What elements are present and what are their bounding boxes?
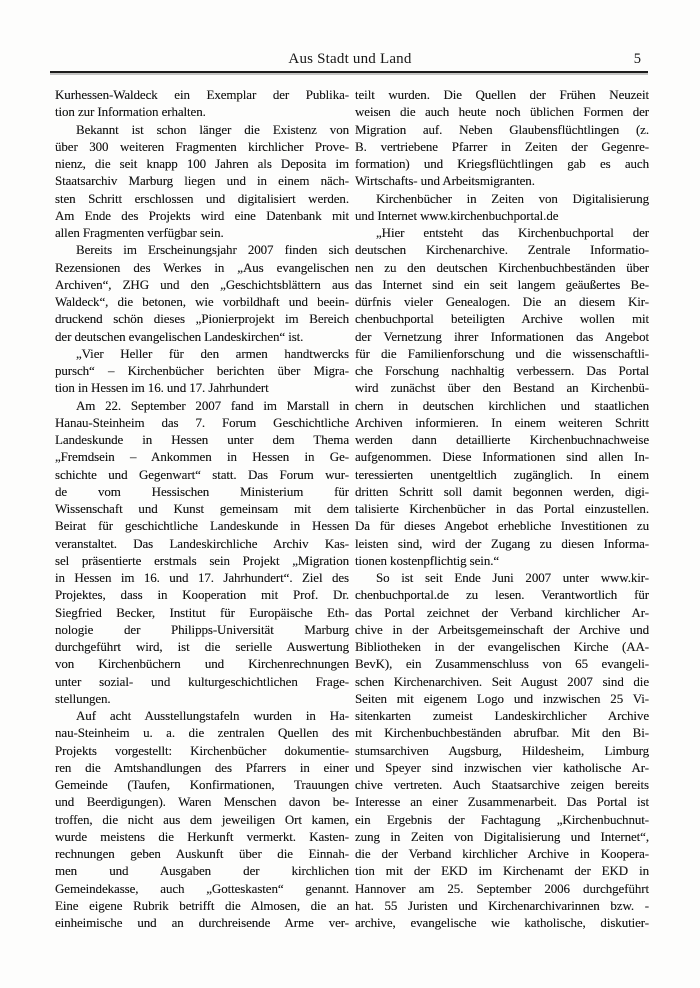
text-line: allen Fragmenten verfügbar sein. (55, 225, 224, 240)
page-number: 5 (633, 51, 641, 67)
text-line: „Vier Heller für den armen handtwercks (76, 345, 349, 361)
text-line: werden dann detaillierte Kirchenbuchnachweise (355, 432, 649, 447)
text-line: Seiten mit eigenem Logo und inzwischen 25 Vi- (355, 690, 649, 706)
text-line: chive in der Arbeitsgemeinschaft der Archive und (355, 621, 649, 637)
text-line: Staatsarchiv Marburg liegen und in einem näch- (55, 173, 349, 189)
text-line: tion in Hessen im 16. und 17. Jahrhundert (55, 380, 269, 396)
text-line: Eine eigene Rubrik betrifft die Almosen, die an (55, 897, 349, 913)
text-line: leisten sind, wird der Zugang zu diesen Informa- (355, 535, 649, 551)
header-rule (50, 71, 648, 73)
text-line: „Fremdsein – Ankommen in Hessen in Ge- (55, 449, 349, 465)
text-line: Gemeinde (Taufen, Konfirmationen, Trauungen (55, 777, 349, 792)
text-line: stellungen. (55, 690, 111, 706)
text-line: Bereits im Erscheinungsjahr 2007 finden sich (76, 242, 349, 258)
text-line: Siegfried Becker, Institut für Europäische Eth- (55, 604, 349, 620)
text-line: teilt wurden. Die Quellen der Frühen Neuzeit (355, 87, 649, 102)
text-line: sitenkarten zumeist Landeskirchlicher Archive (355, 708, 649, 723)
text-line: archive, evangelische wie katholische, diskutier- (355, 915, 649, 930)
text-line: hat. 55 Juristen und Kirchenarchivarinnen bzw. - (355, 897, 649, 913)
text-line: mit Kirchenbuchbeständen abrufbar. Mit den Bi- (355, 725, 649, 741)
text-line: Migration auf. Neben Glaubensflüchtlingen (z. (355, 121, 649, 137)
text-line: aufgenommen. Diese Informationen sind allen In- (355, 449, 649, 465)
text-line: men und Ausgaben der kirchlichen (55, 863, 349, 879)
text-line: teressierten unentgeltlich zugänglich. In einem (355, 466, 649, 482)
running-header-title: Aus Stadt und Land (288, 51, 412, 67)
text-line: nienz, die seit knapp 100 Jahren als Deposita im (55, 156, 349, 171)
text-line: chenbuchportal.de zu lesen. Verantwortlich für (355, 587, 649, 603)
text-line: rechnungen geben Auskunft über die Einnah- (55, 846, 349, 861)
text-line: Da für dieses Angebot erhebliche Investitionen zu (355, 518, 649, 534)
text-line: „Hier entsteht das Kirchenbuchportal der (376, 225, 649, 240)
text-line: schen Kirchenarchiven. Seit August 2007 sind die (355, 673, 649, 689)
text-line: chive vertreten. Auch Staatsarchive zeigen bereits (355, 777, 649, 792)
text-line: BevK), ein Zusammenschluss von 65 evangeli- (355, 656, 649, 672)
text-line: de vom Hessischen Ministerium für (55, 483, 349, 499)
text-line: chenbuchportal beteiligten Archive wollen mit (355, 311, 649, 327)
text-line: und Speyer sind inzwischen vier katholische Ar- (355, 759, 649, 775)
text-line: schichte und Gegenwart“ statt. Das Forum wur- (55, 466, 349, 482)
text-line: Am Ende des Projekts wird eine Datenbank mit (55, 207, 349, 223)
text-line: Waldeck“, die betonen, wie vorbildhaft und beein- (55, 294, 349, 309)
text-line: durchgeführt wird, ist die serielle Auswertung (55, 639, 349, 654)
text-line: das Internet sind ein seit langem geäußertes Be- (355, 276, 649, 292)
text-line: So ist seit Ende Juni 2007 unter www.kir- (376, 570, 649, 585)
text-line: Rezensionen des Werkes in „Aus evangelischen (55, 259, 349, 275)
text-line: veranstaltet. Das Landeskirchliche Archiv Kas- (55, 535, 349, 551)
text-line: Kurhessen-Waldeck ein Exemplar der Publika- (55, 87, 349, 102)
text-line: stumsarchiven Augsburg, Hildesheim, Limburg (355, 742, 649, 758)
text-line: B. vertriebene Pfarrer in Zeiten der Gegenre- (355, 138, 649, 154)
text-line: Wirtschafts- und Arbeitsmigranten. (355, 173, 535, 189)
text-line: über 300 weiteren Fragmenten kirchlicher Prove- (55, 138, 349, 154)
text-line: nen zu den deutschen Kirchenbuchbeständen über (355, 259, 649, 275)
text-line: nologie der Philipps-Universität Marburg (55, 621, 349, 637)
text-line: der Vernetzung ihrer Informationen das Angebot (355, 328, 649, 344)
text-line: tion mit der EKD im Kirchenamt der EKD in (355, 863, 649, 879)
text-line: chern in deutschen kirchlichen und staatlichen (355, 397, 649, 413)
text-line: Hannover am 25. September 2006 durchgeführt (355, 880, 649, 896)
text-line: Gemeindekasse, auch „Gotteskasten“ genannt. (55, 880, 349, 896)
text-line: ren die Amtshandlungen des Pfarrers in einer (55, 759, 349, 775)
text-line: die der Verband kirchlicher Archive in Koopera- (355, 846, 649, 861)
text-line: Archiven“, ZHG und den „Geschichtsblättern aus (55, 276, 349, 292)
text-line: sten Schritt erschlossen und digitalisiert werden. (55, 190, 349, 206)
text-line: in Hessen im 16. und 17. Jahrhundert“. Ziel des (55, 570, 349, 585)
text-line: Projektes, dass in Kooperation mit Prof. Dr. (55, 587, 349, 603)
text-line: Archiven informieren. In einem weiteren Schritt (355, 414, 649, 430)
text-line: das Portal zeichnet der Verband kirchlicher Ar- (355, 604, 649, 620)
text-line: pursch“ – Kirchenbücher berichten über Migra- (55, 363, 349, 378)
left-text-column (55, 86, 349, 931)
text-line: und Beerdigungen). Waren Menschen davon be- (55, 794, 349, 810)
text-line: che Forschung nachhaltig verbessern. Das Portal (355, 363, 649, 378)
text-line: unter sozial- und kulturgeschichtlichen Frage- (55, 673, 349, 689)
text-line: Landeskunde in Hessen unter dem Thema (55, 432, 349, 447)
text-line: einheimische und an durchreisende Arme ver- (55, 915, 349, 930)
text-line: sel präsentierte erstmals sein Projekt „Migration (55, 552, 349, 568)
text-line: druckend schön dieses „Pionierprojekt im Bereich (55, 311, 349, 327)
text-line: Auf acht Ausstellungstafeln wurden in Ha- (76, 708, 349, 723)
text-line: troffen, die nicht aus dem jeweiligen Ort kamen, (55, 811, 349, 827)
text-line: zung in Zeiten von Digitalisierung und Internet“, (355, 828, 649, 844)
text-line: Bekannt ist schon länger die Existenz von (76, 121, 349, 137)
text-line: für die Familienforschung und die wissenschaftli- (355, 345, 649, 361)
text-line: formation) und Kriegsflüchtlingen gab es auch (355, 156, 649, 171)
text-line: wird zunächst über den Bestand an Kirchenbü- (355, 380, 649, 396)
text-line: weisen die auch heute noch üblichen Formen der (355, 104, 649, 120)
text-line: tion zur Information erhalten. (55, 104, 206, 120)
text-line: deutschen Kirchenarchive. Zentrale Informatio- (355, 242, 649, 258)
text-line: von Kirchenbüchern und Kirchenrechnungen (55, 656, 349, 672)
text-line: talisierte Kirchenbücher in das Portal einzustellen. (355, 501, 649, 516)
text-line: tionen kostenpflichtig sein.“ (355, 552, 500, 568)
text-line: Projekts vorgestellt: Kirchenbücher dokumentie- (55, 742, 349, 758)
text-line: dritten Schritt soll damit begonnen werden, digi- (355, 483, 649, 499)
text-line: dürfnis vieler Genealogen. Die an diesem Kir- (355, 294, 649, 309)
text-line: nau-Steinheim u. a. die zentralen Quellen des (55, 725, 349, 741)
text-line: Bibliotheken in der evangelischen Kirche (AA- (355, 639, 649, 654)
text-line: Interesse an einer Zusammenarbeit. Das Portal ist (355, 794, 649, 810)
text-line: ein Ergebnis der Fachtagung „Kirchenbuchnut- (355, 811, 649, 827)
text-line: Wissenschaft und Kunst gemeinsam mit dem (55, 501, 349, 516)
text-line: Hanau-Steinheim das 7. Forum Geschichtliche (55, 414, 349, 430)
text-line: wurde meistens die Herkunft vermerkt. Kasten- (55, 828, 349, 844)
text-line: Kirchenbücher in Zeiten von Digitalisierung (376, 190, 649, 206)
text-line: und Internet www.kirchenbuchportal.de (355, 207, 559, 223)
text-line: der deutschen evangelischen Landeskirchen“ ist. (55, 328, 304, 344)
text-line: Am 22. September 2007 fand im Marstall in (76, 397, 349, 413)
text-line: Beirat für geschichtliche Landeskunde in Hessen (55, 518, 349, 534)
right-text-column (355, 86, 649, 931)
